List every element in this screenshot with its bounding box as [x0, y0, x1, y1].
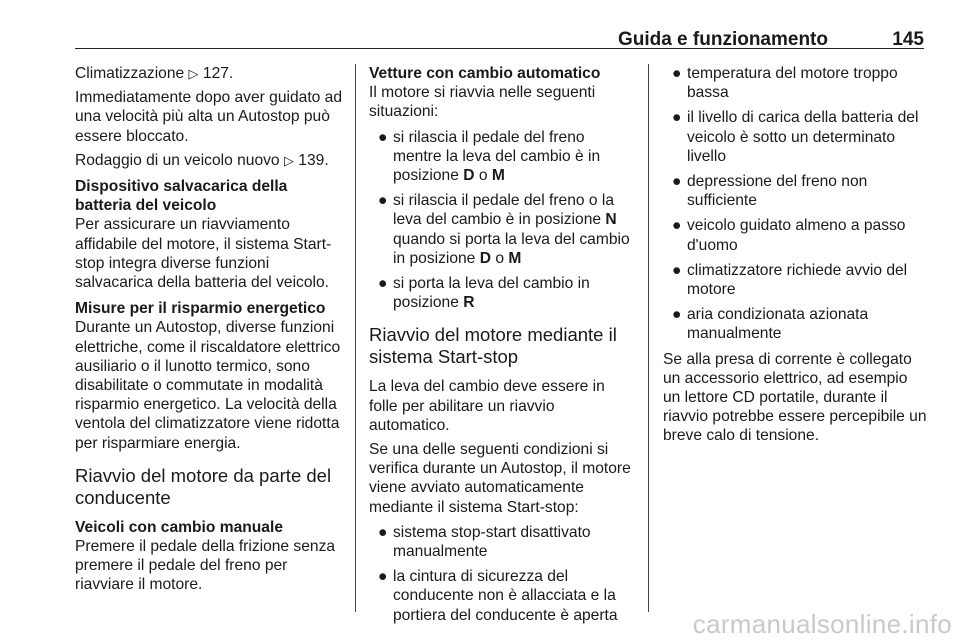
- paragraph-running-in-ref: Rodaggio di un veicolo nuovo ▷ 139.: [75, 151, 329, 169]
- paragraph-autostop-blocked: Immediatamente dopo aver guidato ad una velocità più alta un Autostop può essere bloccato.: [75, 89, 342, 145]
- list-item: ● la cintura di sicurezza del conducente non è allacciata e la portiera del conducente è aperta: [378, 568, 618, 624]
- page-ref-arrow-icon: ▷: [283, 152, 294, 168]
- list-conditions: [369, 523, 635, 625]
- paragraph-conditions: Se una delle seguenti condizioni si verifica durante un Autostop, il motore viene avviato automaticamente mediante il sistema Start-stop:: [369, 441, 631, 516]
- paragraph-automatic: Il motore si riavvia nelle seguenti situazioni:: [369, 84, 596, 121]
- list-item: ● si rilascia il pedale del freno mentre la leva del cambio è in posizione D o M: [378, 128, 601, 185]
- paragraph-climate-ref: Climatizzazione ▷ 127.: [75, 65, 234, 82]
- page-ref-arrow-icon: ▷: [188, 66, 199, 81]
- list-item: ● climatizzatore richiede avvio del motore: [672, 261, 908, 299]
- column-divider: [648, 64, 649, 612]
- column-left: [75, 64, 347, 600]
- subheading-energy: Misure per il risparmio energetico: [75, 300, 326, 318]
- section-heading-restart-driver: Riavvio del motore da parte del conducente: [75, 464, 332, 508]
- list-item: ● veicolo guidato almeno a passo d'uomo: [672, 217, 906, 254]
- subheading-battery: Dispositivo salvacarica della batteria del veicolo: [75, 178, 288, 215]
- page-header: [75, 14, 924, 49]
- list-item: ● sistema stop-start disattivato manualmente: [378, 523, 591, 561]
- page-number: 145: [892, 29, 924, 50]
- subheading-automatic: Vetture con cambio automatico: [369, 65, 601, 82]
- section-heading-restart-system: Riavvio del motore mediante il sistema Start-stop: [369, 324, 617, 368]
- paragraph-socket: Se alla presa di corrente è collegato un accessorio elettrico, ad esempio un lettore CD portatile, durante il riavvio potrebbe essere percepibile un breve calo di tensione.: [663, 350, 927, 445]
- list-conditions-continued: [663, 64, 929, 344]
- column-middle: [369, 64, 635, 631]
- list-item: ● depressione del freno non sufficiente: [672, 173, 868, 210]
- list-automatic: [369, 128, 635, 313]
- paragraph-neutral: La leva del cambio deve essere in folle per abilitare un riavvio automatico.: [369, 378, 605, 434]
- subheading-manual: Veicoli con cambio manuale: [75, 518, 283, 536]
- list-item: ● temperatura del motore troppo bassa: [672, 65, 898, 102]
- column-right: [663, 64, 929, 451]
- column-divider: [355, 64, 356, 612]
- page-title: Guida e funzionamento: [617, 29, 828, 50]
- paragraph-manual: Premere il pedale della frizione senza premere il pedale del freno per riavviare il motore.: [75, 538, 336, 594]
- list-item: ● aria condizionata azionata manualmente: [672, 306, 869, 343]
- watermark-text: carmanualsonline.info: [692, 609, 952, 639]
- list-item: ● il livello di carica della batteria del veicolo è sotto un determinato livello: [672, 109, 919, 165]
- list-item: ● si porta la leva del cambio in posizione R: [378, 275, 590, 312]
- list-item: ● si rilascia il pedale del freno o la leva del cambio è in posizione N quando si porta la leva del cambio in posizione D o M: [378, 192, 630, 267]
- paragraph-energy: Durante un Autostop, diverse funzioni elettriche, come il riscaldatore elettrico ausiliario o il lunotto termico, sono disabilitate o commutate in modalità risparmio energetico. La velocità della ventola del climatizzatore viene ridotta per risparmiare energia.: [75, 319, 341, 452]
- paragraph-battery: Per assicurare un riavviamento affidabile del motore, il sistema Start-stop integra diverse funzioni salvacarica della batteria del veicolo.: [75, 216, 332, 292]
